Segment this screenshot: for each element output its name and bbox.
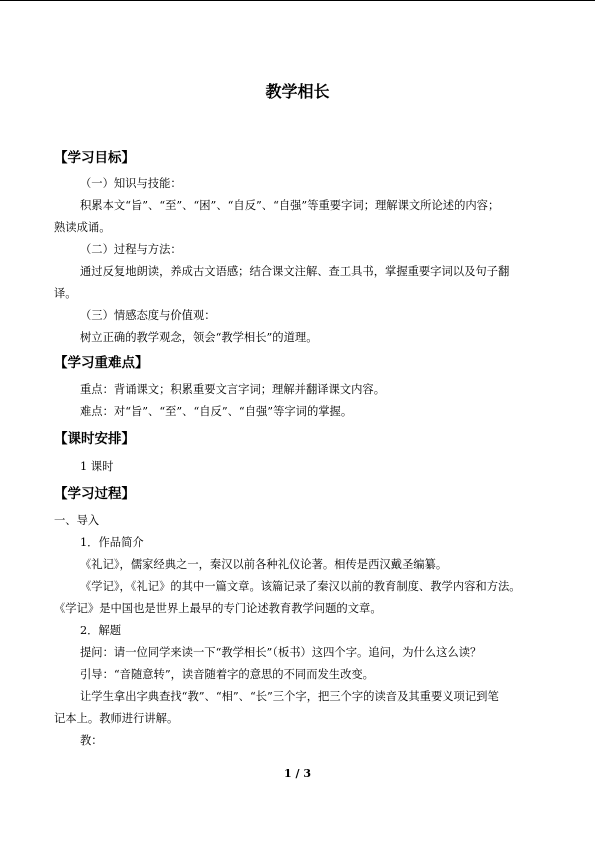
header-rule xyxy=(0,0,595,1)
objective-text-3: 树立正确的教学观念，领会“教学相长”的道理。 xyxy=(80,331,318,344)
key-point-difficulty: 难点：对“旨”、“至”、“自反”、“自强”等字词的掌握。 xyxy=(80,405,353,418)
process-paragraph-2b: 《学记》是中国也是世界上最早的专门论述教育教学问题的文章。 xyxy=(54,602,382,615)
section-heading-key-points: 【学习重难点】 xyxy=(54,355,149,371)
process-paragraph-1: 《礼记》，儒家经典之一，秦汉以前各种礼仪论著。相传是西汉戴圣编纂。 xyxy=(80,558,448,571)
section-heading-objectives: 【学习目标】 xyxy=(54,150,135,166)
objective-text-2a: 通过反复地朗读，养成古文语感；结合课文注解、查工具书，掌握重要字词以及句子翻 xyxy=(80,265,510,278)
process-paragraph-2a: 《学记》，《礼记》的其中一篇文章。该篇记录了秦汉以前的教育制度、教学内容和方法。 xyxy=(80,580,521,593)
page-title: 教学相长 xyxy=(265,82,330,101)
process-teach: 教： xyxy=(80,734,103,747)
objective-heading-3: （三）情感态度与价值观： xyxy=(80,309,216,322)
objective-text-1a: 积累本文“旨”、“至”、“困”、“自反”、“自强”等重要字词；理解课文所论述的内容； xyxy=(80,199,500,212)
process-task-a: 让学生拿出字典查找“教”、“相”、“长”三个字，把三个字的读音及其重要义项记到笔 xyxy=(80,690,499,703)
process-intro: 一、导入 xyxy=(54,514,100,527)
objective-text-1b: 熟读成诵。 xyxy=(54,221,111,234)
process-question: 提问：请一位同学来读一下“教学相长”（板书）这四个字。追问，为什么这么读？ xyxy=(80,646,482,659)
process-item-2: 2．解题 xyxy=(80,624,122,637)
process-guide: 引导：“音随意转”，读音随着字的意思的不同而发生改变。 xyxy=(80,668,374,681)
schedule-text: 1 课时 xyxy=(80,460,114,473)
key-point-focus: 重点：背诵课文；积累重要文言字词；理解并翻译课文内容。 xyxy=(80,383,386,396)
objective-heading-1: （一）知识与技能： xyxy=(80,177,182,190)
process-item-1: 1．作品简介 xyxy=(80,536,144,549)
objective-text-2b: 译。 xyxy=(54,287,77,300)
section-heading-process: 【学习过程】 xyxy=(54,486,135,502)
objective-heading-2: （二）过程与方法： xyxy=(80,243,182,256)
process-task-b: 记本上。教师进行讲解。 xyxy=(54,712,179,725)
section-heading-schedule: 【课时安排】 xyxy=(54,431,135,447)
page-number: 1 / 3 xyxy=(284,767,311,780)
